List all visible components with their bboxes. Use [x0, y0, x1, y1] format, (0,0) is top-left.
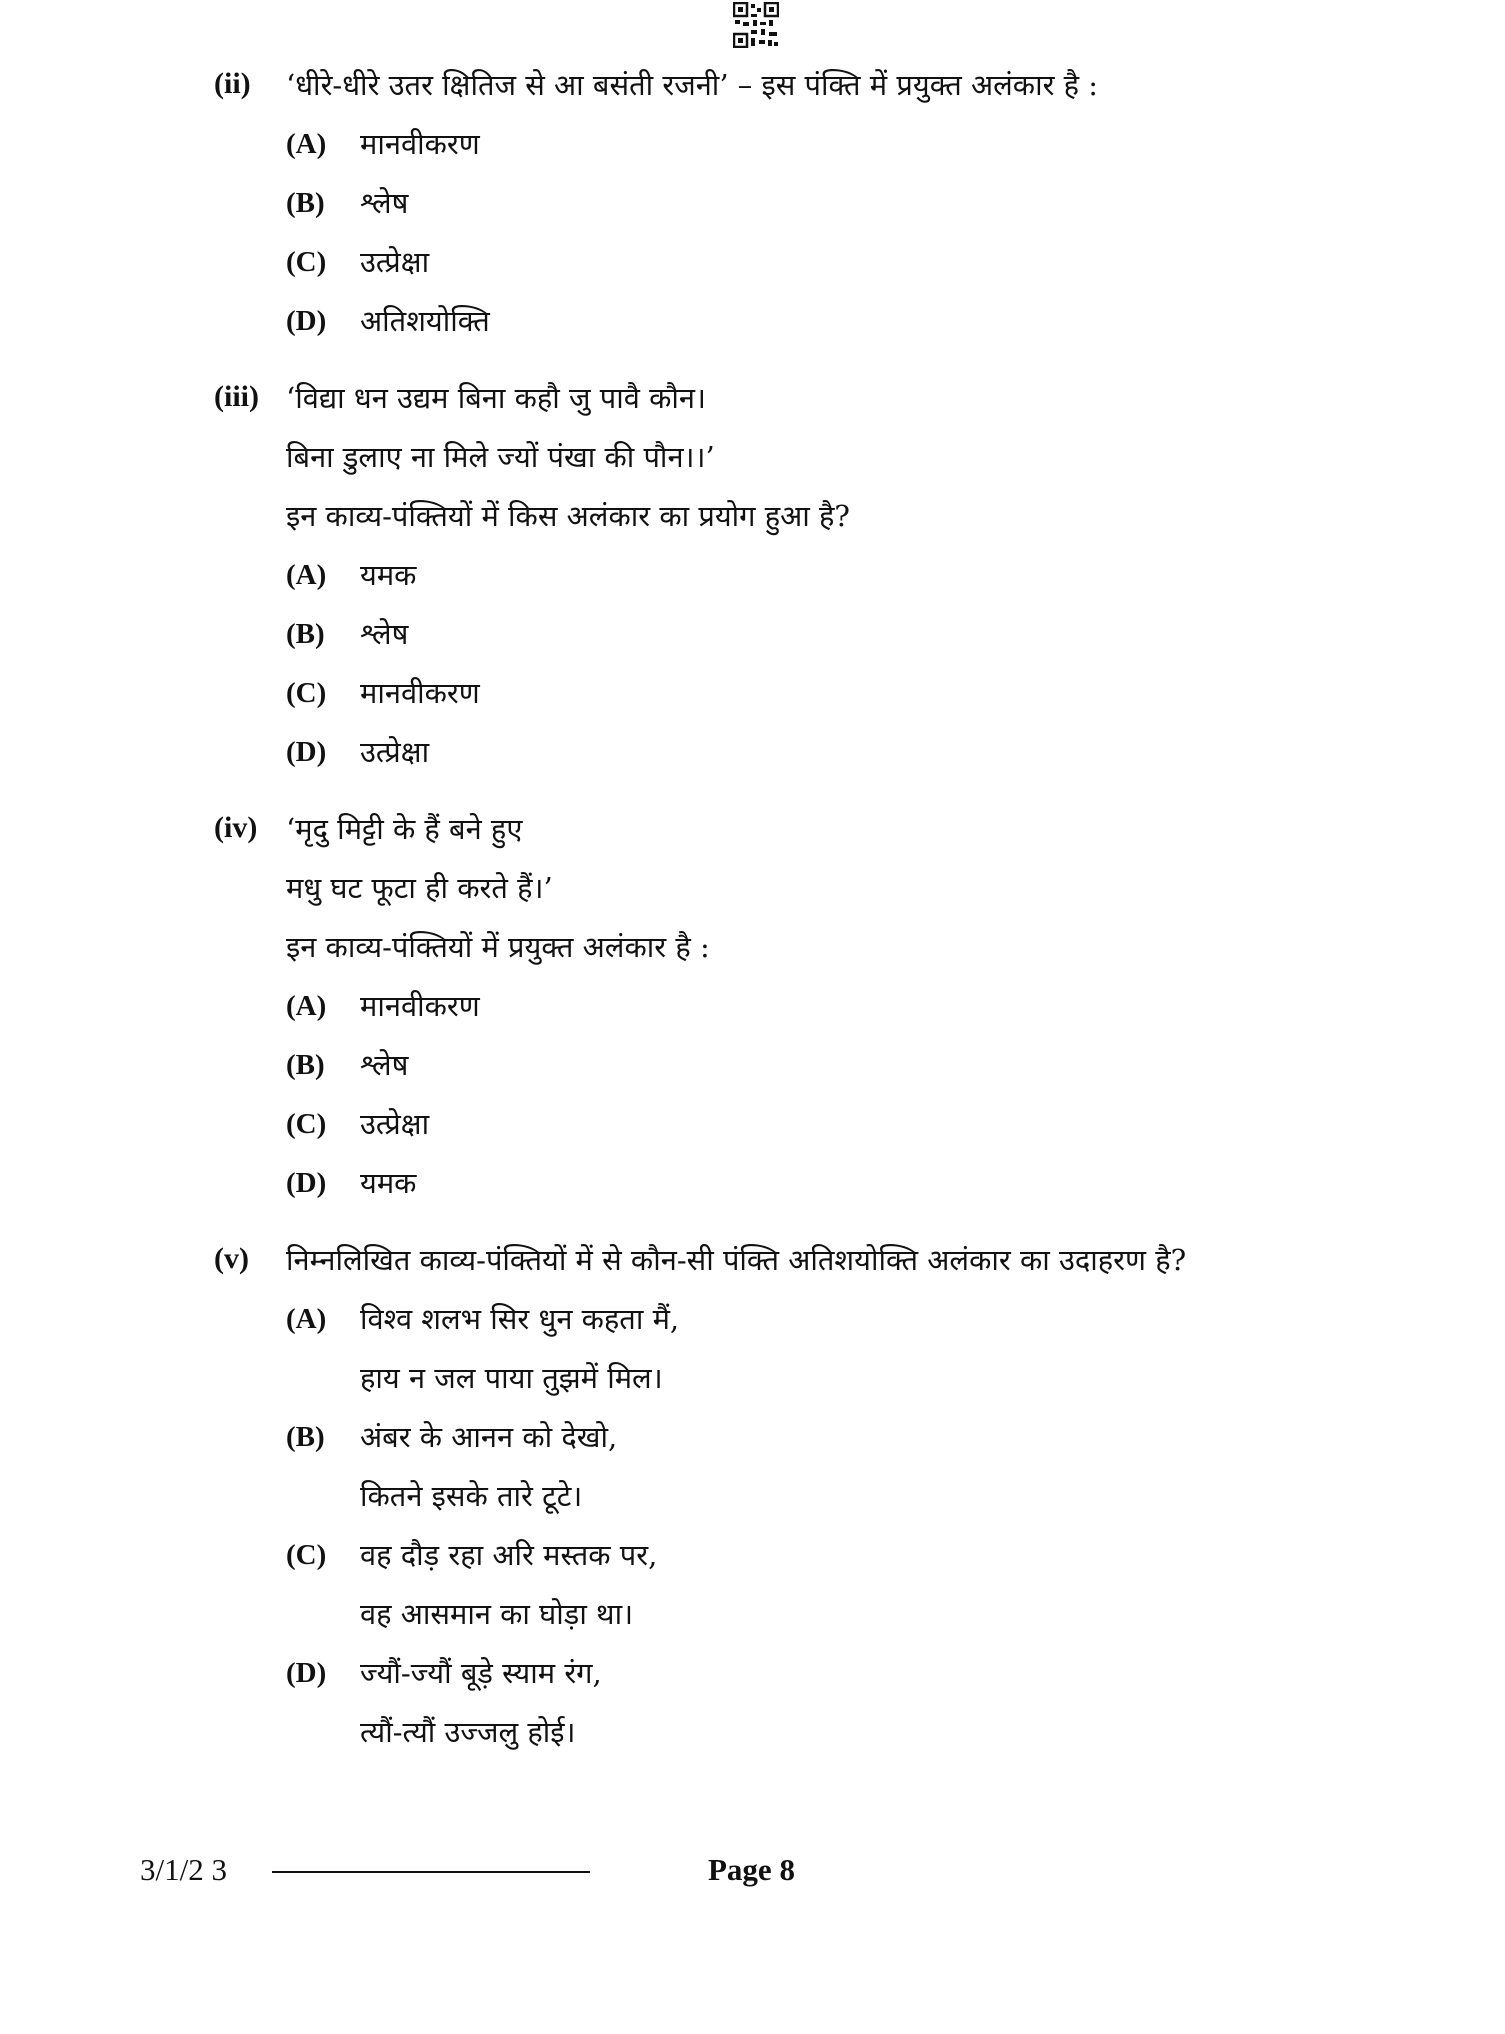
question-item: [0, 800, 1505, 1213]
answer-option: [286, 664, 1505, 723]
option-letter: (C): [286, 246, 327, 278]
answer-option: [286, 1290, 1505, 1408]
answer-option: [286, 1408, 1505, 1526]
option-text-line: अंबर के आनन को देखो,: [360, 1420, 618, 1454]
answer-option: [286, 292, 1505, 351]
option-letter: (B): [286, 618, 325, 650]
question-text-line: निम्नलिखित काव्य-पंक्तियों में से कौन-सी पंक्ति अतिशयोक्ति अलंकार का उदाहरण है?: [286, 1243, 1187, 1277]
option-text-line: वह दौड़ रहा अरि मस्तक पर,: [360, 1538, 658, 1572]
option-text-line: त्यौं-त्यौं उज्जलु होई।: [360, 1715, 576, 1749]
question-text-line: इन काव्य-पंक्तियों में प्रयुक्त अलंकार है :: [286, 930, 710, 964]
option-letter: (A): [286, 990, 327, 1022]
question-item: [0, 56, 1505, 351]
answer-option: [286, 115, 1505, 174]
question-text-line: मधु घट फूटा ही करते हैं।’: [286, 871, 553, 905]
option-letter: (C): [286, 677, 327, 709]
option-text-line: श्लेष: [360, 617, 409, 651]
option-letter: (B): [286, 1421, 325, 1453]
option-letter: (D): [286, 736, 327, 768]
question-text-line: ‘धीरे-धीरे उतर क्षितिज से आ बसंती रजनी’ – इस पंक्ति में प्रयुक्त अलंकार है :: [286, 68, 1099, 102]
option-text-line: श्लेष: [360, 1048, 409, 1082]
option-text-line: हाय न जल पाया तुझमें मिल।: [360, 1361, 663, 1395]
answer-option: [286, 977, 1505, 1036]
option-text-line: ज्यौं-ज्यौं बूड़े स्याम रंग,: [360, 1656, 602, 1690]
qr-code-icon: [733, 2, 779, 48]
question-text-line: बिना डुलाए ना मिले ज्यों पंखा की पौन।।’: [286, 440, 715, 474]
paper-code: 3/1/2 3: [140, 1852, 227, 1887]
question-item: [0, 369, 1505, 782]
question-number: (v): [214, 1242, 249, 1275]
question-item: [0, 1231, 1505, 1762]
question-number: (ii): [214, 67, 251, 100]
option-text-line: उत्प्रेक्षा: [360, 735, 430, 769]
page-footer: [0, 1845, 1505, 1895]
answer-option: [286, 1095, 1505, 1154]
answer-option: [286, 723, 1505, 782]
option-text-line: यमक: [360, 558, 417, 592]
answer-option: [286, 605, 1505, 664]
option-text-line: अतिशयोक्ति: [360, 304, 490, 338]
option-letter: (C): [286, 1108, 327, 1140]
question-text-line: इन काव्य-पंक्तियों में किस अलंकार का प्रयोग हुआ है?: [286, 499, 850, 533]
option-letter: (B): [286, 1049, 325, 1081]
option-letter: (D): [286, 1657, 327, 1689]
answer-option: [286, 1036, 1505, 1095]
question-number: (iii): [214, 380, 259, 413]
question-number: (iv): [214, 811, 258, 844]
option-text-line: कितने इसके तारे टूटे।: [360, 1479, 583, 1513]
answer-option: [286, 233, 1505, 292]
option-letter: (A): [286, 559, 327, 591]
answer-option: [286, 546, 1505, 605]
option-text-line: विश्व शलभ सिर धुन कहता मैं,: [360, 1302, 680, 1336]
option-text-line: मानवीकरण: [360, 676, 480, 710]
option-text-line: मानवीकरण: [360, 127, 480, 161]
page-number: Page 8: [708, 1852, 795, 1887]
option-letter: (D): [286, 305, 327, 337]
option-letter: (C): [286, 1539, 327, 1571]
option-letter: (D): [286, 1167, 327, 1199]
question-text-line: ‘मृदु मिट्टी के हैं बने हुए: [286, 812, 523, 846]
question-list: [0, 56, 1505, 1780]
option-text-line: श्लेष: [360, 186, 409, 220]
answer-option: [286, 1526, 1505, 1644]
answer-option: [286, 174, 1505, 233]
option-text-line: यमक: [360, 1166, 417, 1200]
answer-option: [286, 1644, 1505, 1762]
option-letter: (B): [286, 187, 325, 219]
option-text-line: उत्प्रेक्षा: [360, 1107, 430, 1141]
footer-divider: [272, 1871, 590, 1873]
option-text-line: उत्प्रेक्षा: [360, 245, 430, 279]
option-text-line: वह आसमान का घोड़ा था।: [360, 1597, 634, 1631]
option-letter: (A): [286, 1303, 327, 1335]
question-text-line: ‘विद्या धन उद्यम बिना कहौ जु पावै कौन।: [286, 381, 706, 415]
option-text-line: मानवीकरण: [360, 989, 480, 1023]
option-letter: (A): [286, 128, 327, 160]
answer-option: [286, 1154, 1505, 1213]
